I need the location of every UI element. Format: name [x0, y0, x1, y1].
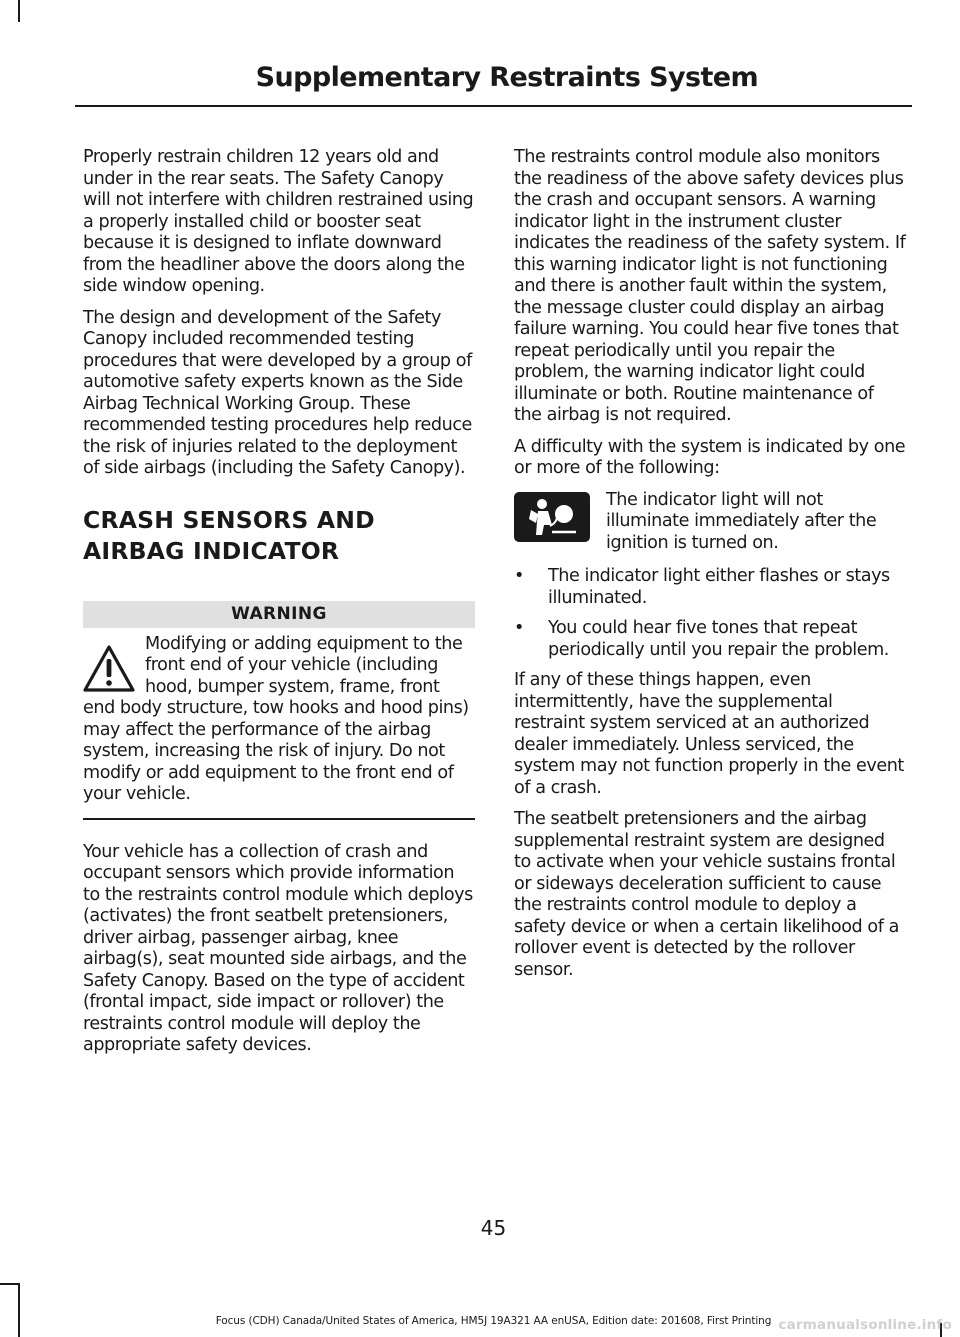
left-paragraph-1: Properly restrain children 12 years old and under in the rear seats. The Safety Canopy will not interfere with children restrained using a properly installed child or booster seat because it is designed to inflate downward from the headliner above the doors along the side window opening.	[83, 147, 474, 296]
indicator-text: The indicator light will not illuminate immediately after the ignition is turned on.	[606, 489, 877, 553]
left-paragraph-3: Your vehicle has a collection of crash and occupant sensors which provide information to the restraints control module which deploys (activates) the front seatbelt pretensioners, driver airbag, passenger airbag, knee airbag(s), seat mounted side airbags, and the Safety Canopy. Based on the type of accident (frontal impact, side impact or rollover) the restraints control module will deploy the appropriate safety devices.	[83, 841, 473, 1055]
right-paragraph-3: If any of these things happen, even intermittently, have the supplemental restraint system serviced at an authorized dealer immediately. Unless serviced, the system may not function properly in the event of a crash.	[514, 670, 904, 798]
page-number: 45	[480, 1216, 507, 1240]
warning-label: WARNING	[83, 601, 475, 628]
list-item	[514, 566, 906, 609]
header-rule	[75, 105, 912, 107]
left-paragraph-2: The design and development of the Safety Canopy included recommended testing procedures that were developed by a group of automotive safety experts known as the Side Airbag Technical Working Group. These recommended testing procedures help reduce the risk of injuries related to the deployment of side airbags (including the Safety Canopy).	[83, 307, 472, 478]
list-item-text: You could hear five tones that repeat periodically until you repair the problem.	[548, 618, 889, 660]
airbag-indicator-icon	[514, 492, 590, 542]
right-column	[514, 147, 906, 991]
bullet-dot: •	[514, 618, 524, 638]
bullet-dot: •	[514, 566, 524, 586]
bullet-list	[514, 566, 906, 661]
crop-mark-bottom-left	[18, 1283, 20, 1337]
page-header-title: Supplementary Restraints System	[255, 62, 758, 93]
warning-body	[83, 628, 475, 820]
right-paragraph-2: A difficulty with the system is indicated by one or more of the following:	[514, 436, 906, 478]
list-item	[514, 618, 906, 661]
list-item-text: The indicator light either flashes or stays illuminated.	[548, 566, 890, 608]
warning-text: Modifying or adding equipment to the front end of your vehicle (including hood, bumper system, frame, front end body structure, tow hooks and hood pins) may affect the performance of the airbag system, increasing the risk of injury. Do not modify or add equipment to the front end of your vehicle.	[83, 633, 469, 804]
warning-triangle-icon	[83, 640, 135, 698]
right-paragraph-4: The seatbelt pretensioners and the airbag supplemental restraint system are designed to activate when your vehicle sustains frontal or sideways deceleration sufficient to cause the restraints control module to deploy a safety device or when a certain likelihood of a rollover event is detected by the rollover sensor.	[514, 809, 899, 980]
left-column	[83, 147, 475, 1067]
watermark: carmanualsonline.info	[778, 1317, 952, 1333]
warning-box	[83, 601, 475, 820]
right-paragraph-1: The restraints control module also monitors the readiness of the above safety devices plus the crash and occupant sensors. A warning indicator light in the instrument cluster indicates the readiness of the safety system. If this warning indicator light is not functioning and there is another fault within the system, the message cluster could display an airbag failure warning. You could hear five tones that repeat periodically until you repair the problem, the warning indicator light could illuminate or both. Routine maintenance of the airbag is not required.	[514, 147, 906, 425]
indicator-row	[514, 490, 906, 555]
crop-mark-top-left	[18, 0, 20, 22]
crop-mark-bottom-left-h	[0, 1283, 20, 1285]
section-heading: CRASH SENSORS AND AIRBAG INDICATOR	[83, 505, 375, 565]
footer-text: Focus (CDH) Canada/United States of America, HM5J 19A321 AA enUSA, Edition date: 201608, First Printing	[215, 1315, 772, 1327]
